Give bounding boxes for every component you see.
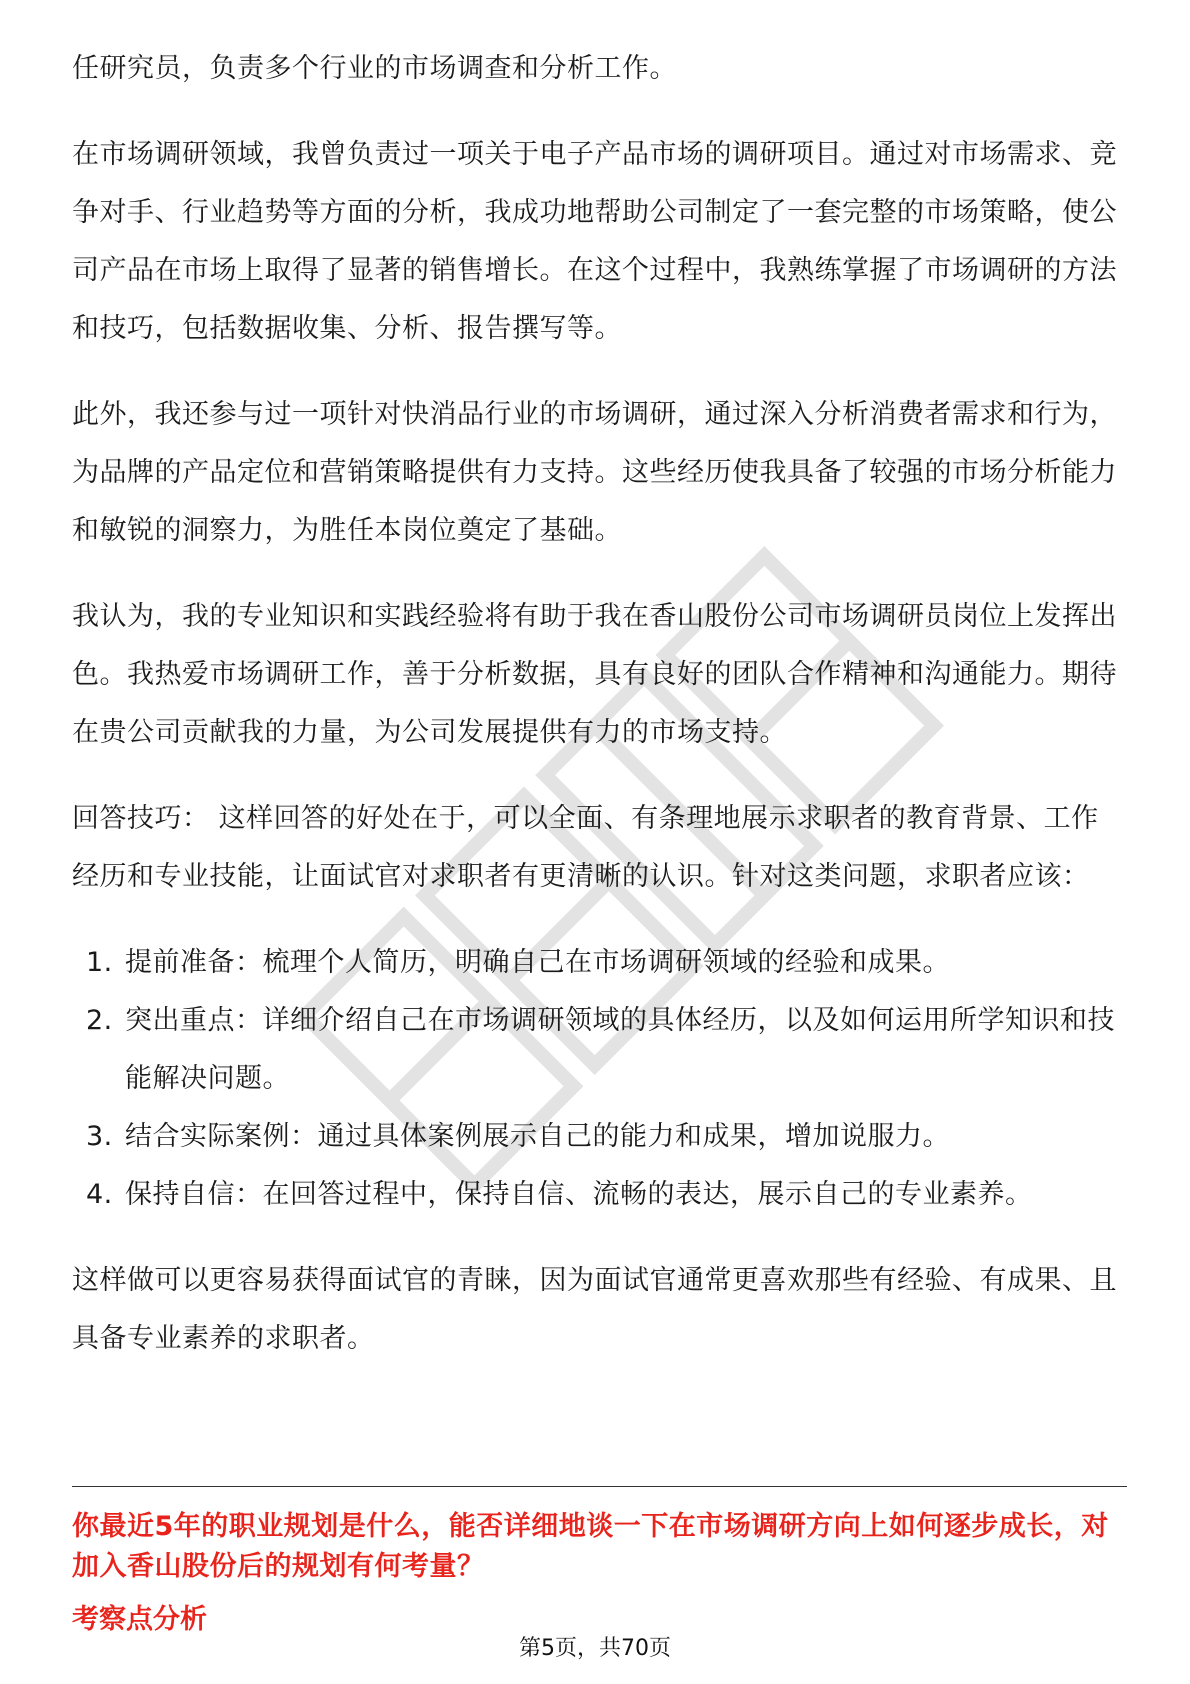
list-item xyxy=(72,934,1117,992)
list-number: 1. xyxy=(86,947,113,978)
list-item-text: 提前准备：梳理个人简历，明确自己在市场调研领域的经验和成果。 xyxy=(125,947,950,978)
document-body xyxy=(72,40,1117,1396)
list-item xyxy=(72,1108,1117,1166)
list-item xyxy=(72,1166,1117,1224)
page-footer: 第5页，共70页 xyxy=(519,1636,671,1661)
list-number: 3. xyxy=(86,1121,113,1152)
list-item-text: 保持自信：在回答过程中，保持自信、流畅的表达，展示自己的专业素养。 xyxy=(125,1179,1033,1210)
closing-paragraph: 这样做可以更容易获得面试官的青睐，因为面试官通常更喜欢那些有经验、有成果、且具备专业素养的求职者。 xyxy=(72,1265,1117,1354)
paragraph: 任研究员，负责多个行业的市场调查和分析工作。 xyxy=(72,53,677,84)
list-number: 4. xyxy=(86,1179,113,1210)
paragraph: 此外，我还参与过一项针对快消品行业的市场调研，通过深入分析消费者需求和行为，为品牌的产品定位和营销策略提供有力支持。这些经历使我具备了较强的市场分析能力和敏锐的洞察力，为胜任本岗位奠定了基础。 xyxy=(72,399,1117,546)
paragraph: 我认为，我的专业知识和实践经验将有助于我在香山股份公司市场调研员岗位上发挥出色。我热爱市场调研工作，善于分析数据，具有良好的团队合作精神和沟通能力。期待在贵公司贡献我的力量，为公司发展提供有力的市场支持。 xyxy=(72,601,1117,748)
section-divider xyxy=(72,1486,1127,1487)
list-item-text: 突出重点：详细介绍自己在市场调研领域的具体经历，以及如何运用所学知识和技能解决问题。 xyxy=(125,1005,1115,1094)
paragraph: 在市场调研领域，我曾负责过一项关于电子产品市场的调研项目。通过对市场需求、竞争对手、行业趋势等方面的分析，我成功地帮助公司制定了一套完整的市场策略，使公司产品在市场上取得了显著的销售增长。在这个过程中，我熟练掌握了市场调研的方法和技巧，包括数据收集、分析、报告撰写等。 xyxy=(72,139,1117,344)
list-number: 2. xyxy=(86,1005,113,1036)
list-item xyxy=(72,992,1117,1108)
tips-list xyxy=(72,934,1117,1224)
list-item-text: 结合实际案例：通过具体案例展示自己的能力和成果，增加说服力。 xyxy=(125,1121,950,1152)
analysis-section-title: 考察点分析 xyxy=(72,1604,207,1635)
next-question-heading: 你最近5年的职业规划是什么，能否详细地谈一下在市场调研方向上如何逐步成长，对加入香山股份后的规划有何考量？ xyxy=(72,1511,1109,1582)
answer-tips-intro: 回答技巧： 这样回答的好处在于，可以全面、有条理地展示求职者的教育背景、工作经历和专业技能，让面试官对求职者有更清晰的认识。针对这类问题，求职者应该： xyxy=(72,803,1099,892)
